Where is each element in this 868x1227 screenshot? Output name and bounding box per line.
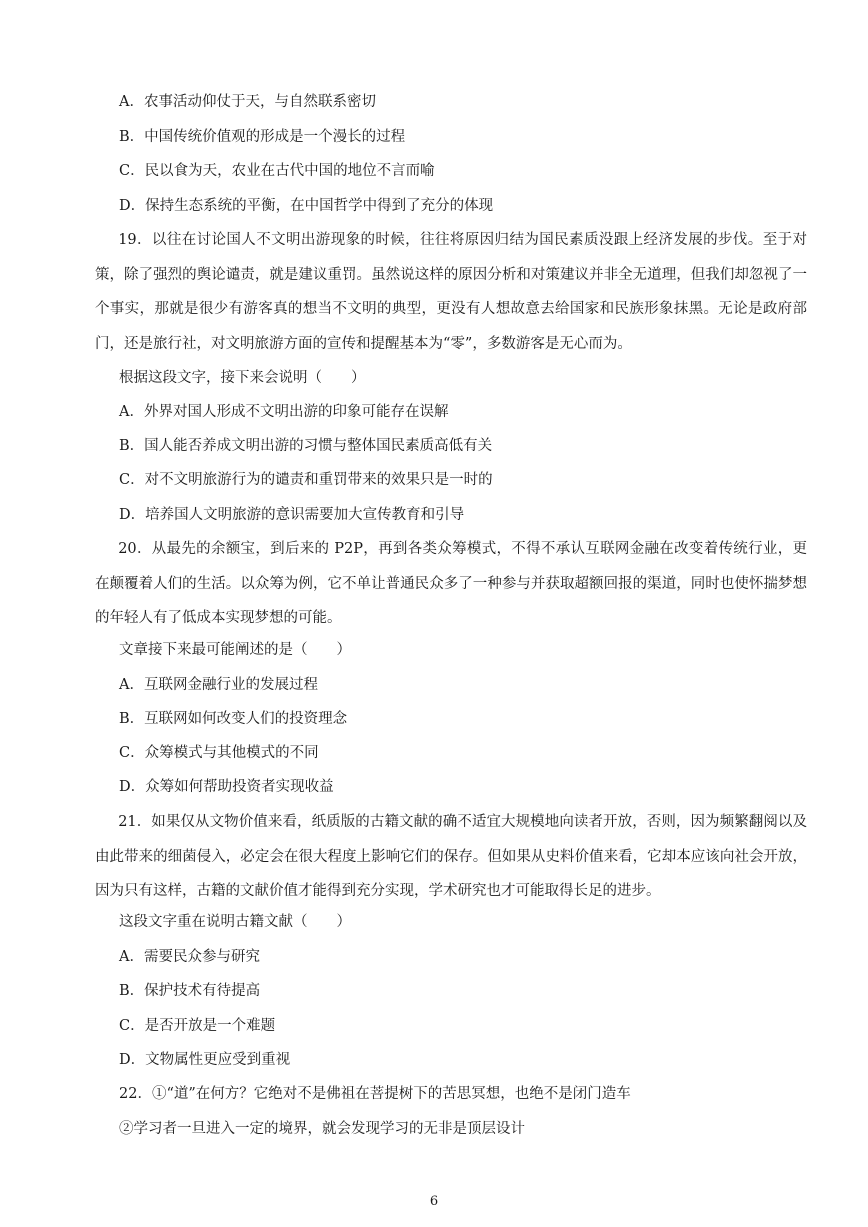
page-number: 6	[429, 1194, 439, 1209]
q20-option-a: A．互联网金融行业的发展过程	[119, 677, 318, 693]
q18-option-b: B．中国传统价值观的形成是一个漫长的过程	[119, 129, 406, 145]
q19-option-b: B．国人能否养成文明出游的习惯与整体国民素质高低有关	[119, 438, 493, 454]
q18-option-c: C．民以食为天，农业在古代中国的地位不言而喻	[119, 163, 435, 179]
q20-option-b: B．互联网如何改变人们的投资理念	[119, 711, 348, 727]
q21-option-d: D．文物属性更应受到重视	[119, 1052, 291, 1068]
q19-question: 根据这段文字，接下来会说明（ ）	[119, 370, 366, 386]
q22-line-1: 22．①“道”在何方？它绝对不是佛祖在菩提树下的苦思冥想，也绝不是闭门造车	[119, 1086, 631, 1102]
q20-option-d: D．众筹如何帮助投资者实现收益	[119, 779, 334, 795]
q20-stem: 20．从最先的余额宝，到后来的 P2P，再到各类众筹模式，不得不承认互联网金融在改变着传统行业，更在颠覆着人们的生活。以众筹为例，它不单让普通民众多了一种参与并获取超额回报的渠道，同时也使怀揣梦想的年轻人有了低成本实现梦想的可能。	[95, 541, 807, 626]
q19-option-a: A．外界对国人形成不文明出游的印象可能存在误解	[119, 404, 449, 420]
q21-question: 这段文字重在说明古籍文献（ ）	[119, 914, 351, 930]
q21-option-b: B．保护技术有待提高	[119, 983, 261, 999]
q18-option-a: A．农事活动仰仗于天，与自然联系密切	[119, 94, 376, 110]
q21-option-c: C．是否开放是一个难题	[119, 1018, 276, 1034]
q20-question: 文章接下来最可能阐述的是（ ）	[119, 642, 351, 658]
q21-option-a: A．需要民众参与研究	[119, 949, 260, 965]
q18-option-d: D．保持生态系统的平衡，在中国哲学中得到了充分的体现	[119, 198, 494, 214]
q20-option-c: C．众筹模式与其他模式的不同	[119, 745, 319, 761]
q19-option-c: C．对不文明旅游行为的谴责和重罚带来的效果只是一时的	[119, 472, 493, 488]
q19-stem: 19．以往在讨论国人不文明出游现象的时候，往往将原因归结为国民素质没跟上经济发展的步伐。至于对策，除了强烈的舆论谴责，就是建议重罚。虽然说这样的原因分析和对策建议并非全无道理，但我们却忽视了一个事实，那就是很少有游客真的想当不文明的典型，更没有人想故意去给国家和民族形象抹黑。无论是政府部门，还是旅行社，对文明旅游方面的宣传和提醒基本为“零”，多数游客是无心而为。	[95, 232, 807, 352]
q22-line-2: ②学习者一旦进入一定的境界，就会发现学习的无非是顶层设计	[119, 1121, 525, 1137]
q19-option-d: D．培养国人文明旅游的意识需要加大宣传教育和引导	[119, 507, 465, 523]
q21-stem: 21．如果仅从文物价值来看，纸质版的古籍文献的确不适宜大规模地向读者开放，否则，因为频繁翻阅以及由此带来的细菌侵入，必定会在很大程度上影响它们的保存。但如果从史料价值来看，它却本应该向社会开放，因为只有这样，古籍的文献价值才能得到充分实现，学术研究也才可能取得长足的进步。	[95, 814, 807, 899]
